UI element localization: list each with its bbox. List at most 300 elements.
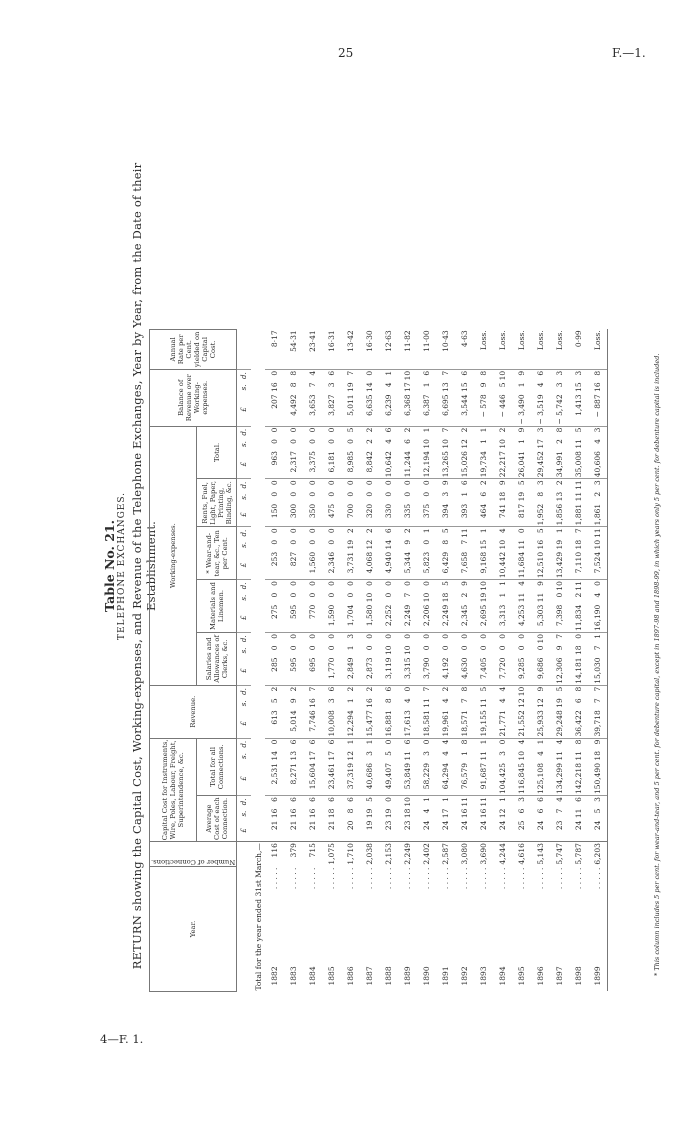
rate-cell: 10·43: [441, 330, 451, 352]
rate-cell: 54·31: [289, 330, 299, 352]
avg-pence-cell: 6: [569, 796, 588, 808]
table-row: [303, 329, 322, 991]
bal-pence-cell: 3: [550, 369, 569, 381]
sal-pence-cell: 0: [474, 632, 493, 644]
mat-pounds-cell: 1,704: [346, 604, 356, 627]
tot-shillings-cell: 11: [574, 751, 584, 761]
connections-cell: 116: [265, 842, 284, 867]
wear-pounds-cell: 1,560: [308, 551, 318, 574]
bal-pounds-cell: 207: [270, 394, 280, 409]
avg-pence-cell: 0: [379, 796, 398, 808]
sal-pence-cell: 1: [588, 632, 608, 644]
connections-cell: 1,710: [341, 842, 360, 867]
wear-shillings-cell: 18: [574, 539, 584, 550]
rev-shillings-cell: 16: [365, 698, 375, 708]
mat-pounds-cell: 16,190: [588, 604, 608, 633]
leader-dots: . . . . .: [365, 867, 375, 890]
sal-pounds-cell: 7,405: [479, 657, 489, 679]
mat-shillings-cell: 0: [327, 592, 337, 598]
mat-pence-cell: 0: [588, 580, 608, 592]
wear-pounds-cell: 7,658: [460, 551, 470, 574]
rev-pounds-cell: 12,294: [346, 710, 356, 737]
year-cell: 1885: [327, 966, 337, 986]
sal-pence-cell: 0: [569, 632, 588, 644]
rent-pounds-cell: 150: [270, 503, 280, 519]
rev-pounds-cell: 10,008: [327, 710, 337, 737]
rent-pounds-cell: 1,952: [536, 503, 546, 526]
connections-cell: 4,244: [493, 842, 512, 867]
rent-shillings-cell: 6: [479, 491, 489, 497]
wtot-pounds-cell: 2,317: [289, 451, 299, 473]
rent-shillings-cell: 0: [403, 491, 413, 497]
avg-shillings-cell: 5: [588, 808, 608, 820]
wtot-pounds-cell: 34,991: [555, 451, 565, 478]
page-reference: F.—1.: [612, 46, 646, 60]
tot-pence-cell: 1: [474, 738, 493, 750]
sal-pence-cell: 0: [284, 632, 303, 644]
rent-pence-cell: 0: [284, 479, 303, 491]
wear-pounds-cell: 10,442: [498, 551, 508, 579]
wear-shillings-cell: 12: [365, 539, 375, 550]
tot-shillings-cell: 3: [365, 751, 375, 756]
tot-pence-cell: 0: [379, 738, 398, 750]
avg-pence-cell: 6: [531, 796, 550, 808]
wtot-pence-cell: 5: [569, 426, 588, 438]
mat-pence-cell: 11: [569, 580, 588, 592]
wear-shillings-cell: 10: [498, 539, 508, 550]
table-row: [493, 329, 512, 991]
leader-dots: . . . . .: [588, 867, 608, 892]
tot-shillings-cell: 11: [479, 751, 489, 761]
leader-dots: . . . . .: [498, 867, 508, 890]
rent-pence-cell: 5: [512, 479, 531, 491]
rent-pounds-cell: 1,856: [555, 503, 565, 526]
tot-pounds-cell: 40,686: [365, 763, 375, 790]
avg-pounds-cell: 23: [403, 820, 413, 831]
wtot-pence-cell: 8: [550, 426, 569, 438]
header-rents: Rents, Fuel, Light, Paper, Printing, Binding, &c.: [197, 479, 237, 527]
mat-pounds-cell: 11,834: [574, 604, 584, 631]
bal-shillings-cell: 1: [517, 382, 527, 388]
tot-pence-cell: 1: [341, 738, 360, 750]
year-cell: 1894: [498, 966, 508, 986]
rate-cell: 11·00: [422, 330, 432, 352]
bal-shillings-cell: 9: [479, 382, 489, 388]
tot-pounds-cell: 8,271: [289, 763, 299, 785]
tot-pounds-cell: 23,461: [327, 763, 337, 790]
tot-pence-cell: 0: [265, 738, 284, 750]
rev-shillings-cell: 12: [536, 698, 546, 708]
avg-pence-cell: 6: [303, 796, 322, 808]
sal-pounds-cell: 14,181: [574, 657, 584, 684]
sal-shillings-cell: 0: [270, 645, 280, 651]
rent-pence-cell: 0: [303, 479, 322, 491]
tot-pence-cell: 8: [569, 738, 588, 750]
rent-pence-cell: 2: [550, 479, 569, 491]
avg-pounds-cell: 24: [574, 820, 584, 831]
bal-shillings-cell: 5: [498, 382, 508, 388]
rev-shillings-cell: 5: [270, 698, 280, 704]
rev-shillings-cell: 6: [574, 698, 584, 704]
bal-pence-cell: 6: [531, 369, 550, 381]
tot-pence-cell: 6: [303, 738, 322, 750]
rev-shillings-cell: 12: [517, 698, 527, 708]
leader-dots: . . . . .: [346, 867, 356, 890]
rev-shillings-cell: 11: [422, 698, 432, 708]
table-row: [550, 329, 569, 991]
wtot-pence-cell: 6: [379, 426, 398, 438]
wtot-pounds-cell: 35,008: [574, 451, 584, 478]
wear-pounds-cell: 827: [289, 551, 299, 567]
wtot-shillings-cell: 11: [574, 439, 584, 449]
wear-pounds-cell: 7,524: [588, 551, 608, 580]
rent-pence-cell: 0: [360, 479, 379, 491]
rev-pounds-cell: 5,014: [289, 710, 299, 732]
tot-pence-cell: 1: [531, 738, 550, 750]
header-balance: Balance of Revenue over Working-expenses.: [150, 369, 237, 426]
avg-pounds-cell: 24: [460, 820, 470, 831]
wtot-pence-cell: 2: [360, 426, 379, 438]
rent-pounds-cell: 394: [441, 503, 451, 519]
rate-cell: 23·41: [308, 330, 318, 352]
rev-pence-cell: 6: [379, 685, 398, 697]
avg-pence-cell: 4: [550, 796, 569, 808]
bal-pence-cell: 0: [265, 369, 284, 381]
connections-cell: 2,153: [379, 842, 398, 867]
wear-pounds-cell: 253: [270, 551, 280, 567]
year-cell: 1895: [517, 966, 527, 986]
avg-pounds-cell: 21: [270, 820, 280, 831]
avg-pence-cell: 5: [360, 796, 379, 808]
sal-pounds-cell: 695: [308, 657, 318, 672]
rev-shillings-cell: 1: [346, 698, 356, 704]
sal-shillings-cell: 0: [327, 645, 337, 651]
sal-shillings-cell: 0: [308, 645, 318, 651]
wtot-pounds-cell: 22,217: [498, 451, 508, 478]
wear-shillings-cell: 10: [588, 539, 608, 551]
rent-pence-cell: 9: [436, 479, 455, 491]
rent-pence-cell: 11: [569, 479, 588, 491]
wear-pence-cell: 0: [512, 527, 531, 539]
year-cell: 1884: [308, 966, 318, 986]
wtot-shillings-cell: 0: [289, 439, 299, 444]
rev-pounds-cell: 16,881: [384, 710, 394, 737]
wtot-shillings-cell: 2: [555, 439, 565, 444]
rent-pounds-cell: 300: [289, 503, 299, 519]
mat-shillings-cell: 7: [403, 592, 413, 598]
wear-shillings-cell: 7: [460, 539, 470, 545]
rate-cell: 11·82: [403, 330, 413, 352]
wear-pence-cell: 1: [417, 527, 436, 539]
table-row: [322, 329, 341, 991]
mat-pounds-cell: 275: [270, 604, 280, 620]
tot-pence-cell: 4: [550, 738, 569, 750]
mat-pence-cell: 5: [436, 580, 455, 592]
rev-pounds-cell: 18,571: [460, 710, 470, 737]
rev-shillings-cell: 7: [460, 698, 470, 704]
tot-shillings-cell: 14: [270, 751, 280, 761]
table-row: [284, 329, 303, 991]
avg-shillings-cell: 16: [289, 808, 299, 819]
table-subtitle: TELEPHONE EXCHANGES.: [117, 491, 127, 641]
bal-shillings-cell: 4: [536, 382, 546, 388]
rent-pence-cell: 2: [474, 479, 493, 491]
mat-pounds-cell: 2,695: [479, 604, 489, 627]
tot-shillings-cell: 10: [517, 751, 527, 761]
sal-pounds-cell: 3,119: [384, 657, 394, 679]
mat-shillings-cell: 2: [460, 592, 470, 598]
wear-shillings-cell: 0: [327, 539, 337, 545]
wear-pence-cell: 7: [569, 527, 588, 539]
rev-pounds-cell: 7,746: [308, 710, 318, 732]
leader-dots: . . . . .: [460, 867, 470, 890]
rent-pence-cell: 3: [531, 479, 550, 491]
sal-shillings-cell: 10: [384, 645, 394, 656]
tot-pence-cell: 1: [360, 738, 379, 750]
mat-shillings-cell: 0: [346, 592, 356, 598]
rev-pounds-cell: 18,581: [422, 710, 432, 737]
mat-pence-cell: 0: [379, 580, 398, 592]
bal-pounds-cell: 6,387: [422, 394, 432, 416]
avg-pence-cell: 6: [322, 796, 341, 808]
wtot-pounds-cell: 13,265: [441, 451, 451, 478]
tot-pence-cell: 6: [284, 738, 303, 750]
wtot-pence-cell: 0: [303, 426, 322, 438]
sal-shillings-cell: 10: [403, 645, 413, 656]
leader-dots: . . . . .: [441, 867, 451, 890]
rotated-table-block: [70, 126, 700, 1006]
wear-shillings-cell: 19: [555, 539, 565, 550]
leader-dots: . . . . .: [308, 867, 318, 890]
connections-cell: 3,690: [474, 842, 493, 867]
bal-shillings-cell: 1: [422, 382, 432, 388]
bal-shillings-cell: 7: [308, 382, 318, 388]
bal-pence-cell: 10: [493, 369, 512, 381]
table-row: [417, 329, 436, 991]
wtot-pence-cell: 9: [512, 426, 531, 438]
bal-pence-cell: 6: [322, 369, 341, 381]
tot-pence-cell: 8: [455, 738, 474, 750]
rent-pounds-cell: 741: [498, 503, 508, 519]
year-cell: 1899: [588, 892, 608, 992]
units-row: £ s. d. £ s. d. £ s. d. £ s. d. £ s. d. £ s. d. £ s. d. £ s. d. £ s. d.: [237, 329, 252, 991]
data-table: [149, 329, 608, 992]
wear-pence-cell: 0: [284, 527, 303, 539]
rent-pence-cell: 0: [417, 479, 436, 491]
avg-pence-cell: 10: [398, 796, 417, 808]
bal-pence-cell: 4: [303, 369, 322, 381]
bal-pence-cell: 6: [455, 369, 474, 381]
avg-pence-cell: 1: [417, 796, 436, 808]
rent-pence-cell: 9: [493, 479, 512, 491]
sal-pence-cell: 0: [322, 632, 341, 644]
rev-shillings-cell: 4: [441, 698, 451, 704]
mat-shillings-cell: 10: [422, 592, 432, 603]
wear-pence-cell: 5: [531, 527, 550, 539]
tot-shillings-cell: 18: [588, 750, 608, 762]
rate-cell: 16·30: [365, 330, 375, 352]
wtot-pence-cell: 3: [588, 426, 608, 438]
rent-pounds-cell: 335: [403, 503, 413, 519]
sal-pence-cell: 0: [512, 632, 531, 644]
rev-pounds-cell: 17,613: [403, 710, 413, 737]
wear-shillings-cell: 9: [403, 539, 413, 545]
rev-pence-cell: 7: [417, 685, 436, 697]
sal-pence-cell: 0: [303, 632, 322, 644]
connections-cell: 2,249: [398, 842, 417, 867]
wtot-shillings-cell: 2: [365, 439, 375, 444]
mat-shillings-cell: 11: [536, 592, 546, 603]
wear-shillings-cell: 16: [536, 539, 546, 550]
mat-shillings-cell: 0: [270, 592, 280, 598]
bal-pence-cell: 8: [588, 369, 608, 381]
wtot-shillings-cell: 1: [479, 439, 489, 444]
sal-shillings-cell: 0: [289, 645, 299, 651]
wear-pence-cell: 2: [398, 527, 417, 539]
wear-pence-cell: 2: [360, 527, 379, 539]
bal-pence-cell: 10: [398, 369, 417, 381]
mat-pounds-cell: 2,249: [441, 604, 451, 627]
tot-pounds-cell: 116,845: [517, 763, 527, 795]
sal-pounds-cell: 9,285: [517, 657, 527, 679]
total-label-row: Total for the year ended 31st March,—: [251, 329, 265, 991]
sal-pounds-cell: 15,030: [588, 656, 608, 685]
mat-pounds-cell: 1,590: [327, 604, 337, 627]
mat-pence-cell: 0: [322, 580, 341, 592]
mat-pounds-cell: 2,206: [422, 604, 432, 627]
tot-pounds-cell: 53,849: [403, 763, 413, 790]
rent-pence-cell: 0: [398, 479, 417, 491]
rent-pounds-cell: 350: [308, 503, 318, 519]
tot-shillings-cell: 5: [384, 751, 394, 756]
rev-pounds-cell: 29,248: [555, 710, 565, 737]
sal-shillings-cell: 0: [365, 645, 375, 651]
wtot-pence-cell: 5: [341, 426, 360, 438]
mat-pence-cell: 9: [455, 580, 474, 592]
bal-shillings-cell: 8: [289, 382, 299, 388]
wtot-pence-cell: 0: [322, 426, 341, 438]
header-average-cost: Average Cost of each Connection.: [197, 796, 237, 842]
rev-shillings-cell: 9: [289, 698, 299, 704]
wear-pounds-cell: 12,510: [536, 551, 546, 579]
rent-shillings-cell: 3: [441, 491, 451, 497]
year-cell: 1898: [574, 966, 584, 986]
bal-pence-cell: 7: [436, 369, 455, 381]
avg-shillings-cell: 6: [536, 808, 546, 814]
sal-pence-cell: 0: [360, 632, 379, 644]
rent-shillings-cell: 0: [327, 491, 337, 497]
header-wear-and-tear: * Wear-and-tear, &c., Ten per Cent.: [197, 527, 237, 580]
bal-pounds-cell: 6,635: [365, 394, 375, 416]
table-row: [588, 329, 608, 991]
sal-pounds-cell: 4,192: [441, 657, 451, 679]
avg-pounds-cell: 24: [441, 820, 451, 831]
rev-pounds-cell: 15,477: [365, 710, 375, 737]
wtot-shillings-cell: 4: [588, 438, 608, 450]
avg-shillings-cell: 12: [498, 808, 508, 819]
rev-pence-cell: 6: [322, 685, 341, 697]
wear-shillings-cell: 15: [479, 539, 489, 550]
tot-shillings-cell: 3: [422, 751, 432, 756]
sal-pounds-cell: 2,849: [346, 657, 356, 679]
sal-pence-cell: 0: [417, 632, 436, 644]
wtot-shillings-cell: 1: [517, 439, 527, 444]
wear-shillings-cell: 0: [289, 539, 299, 545]
year-cell: 1882: [270, 966, 280, 986]
bal-pounds-cell: − 887: [588, 393, 608, 426]
rev-pence-cell: 4: [493, 685, 512, 697]
connections-cell: 3,080: [455, 842, 474, 867]
bal-pounds-cell: − 446: [498, 394, 508, 418]
avg-shillings-cell: 16: [479, 808, 489, 819]
mat-pounds-cell: 1,580: [365, 604, 375, 627]
avg-pounds-cell: 24: [422, 820, 432, 831]
wtot-pounds-cell: 8,985: [346, 451, 356, 473]
rev-pence-cell: 10: [512, 685, 531, 697]
rent-pounds-cell: 330: [384, 503, 394, 519]
bal-pounds-cell: 6,368: [403, 394, 413, 416]
tot-pounds-cell: 104,425: [498, 763, 508, 795]
rev-pounds-cell: 39,718: [588, 709, 608, 738]
wtot-pounds-cell: 29,452: [536, 451, 546, 478]
mat-shillings-cell: 11: [517, 592, 527, 603]
bal-pounds-cell: 3,827: [327, 394, 337, 416]
rate-cell: 0·99: [574, 330, 584, 348]
connections-cell: 6,203: [588, 842, 608, 867]
wtot-pence-cell: 2: [455, 426, 474, 438]
mat-shillings-cell: 19: [479, 592, 489, 603]
bal-shillings-cell: 15: [574, 382, 584, 392]
avg-pence-cell: 6: [265, 796, 284, 808]
rev-shillings-cell: 3: [327, 698, 337, 704]
rent-pence-cell: 3: [588, 479, 608, 491]
wear-pounds-cell: 7,110: [574, 551, 584, 574]
rev-pence-cell: 2: [436, 685, 455, 697]
rent-pounds-cell: 1,881: [574, 503, 584, 526]
mat-shillings-cell: 0: [555, 592, 565, 598]
avg-shillings-cell: 18: [403, 808, 413, 819]
avg-shillings-cell: 19: [384, 808, 394, 819]
connections-cell: 2,587: [436, 842, 455, 867]
mat-pounds-cell: 3,313: [498, 604, 508, 627]
rent-pence-cell: 0: [341, 479, 360, 491]
mat-shillings-cell: 4: [588, 592, 608, 604]
avg-pounds-cell: 23: [555, 820, 565, 831]
rev-pence-cell: 2: [341, 685, 360, 697]
rev-pence-cell: 5: [550, 685, 569, 697]
avg-shillings-cell: 8: [346, 808, 356, 814]
year-cell: 1893: [479, 966, 489, 986]
rent-shillings-cell: 0: [365, 491, 375, 497]
rent-shillings-cell: 13: [555, 491, 565, 502]
table-caption: RETURN showing the Capital Cost, Working-expenses, and Revenue of the Telephone Exchanges, Year by Year, from the Date of their Establishment.: [130, 162, 158, 970]
tot-pounds-cell: 58,229: [422, 763, 432, 790]
mat-shillings-cell: 0: [384, 592, 394, 598]
bal-shillings-cell: 19: [346, 382, 356, 392]
rev-pounds-cell: 36,422: [574, 710, 584, 737]
table-row: [474, 329, 493, 991]
bal-pence-cell: 8: [474, 369, 493, 381]
leader-dots: . . . . .: [384, 867, 394, 890]
mat-pounds-cell: 770: [308, 604, 318, 620]
sal-pence-cell: 0: [455, 632, 474, 644]
wtot-shillings-cell: 0: [346, 439, 356, 444]
mat-shillings-cell: 0: [308, 592, 318, 598]
tot-shillings-cell: 4: [536, 751, 546, 756]
year-cell: 1883: [289, 966, 299, 986]
header-revenue: Revenue.: [150, 685, 237, 738]
avg-pounds-cell: 23: [384, 820, 394, 831]
